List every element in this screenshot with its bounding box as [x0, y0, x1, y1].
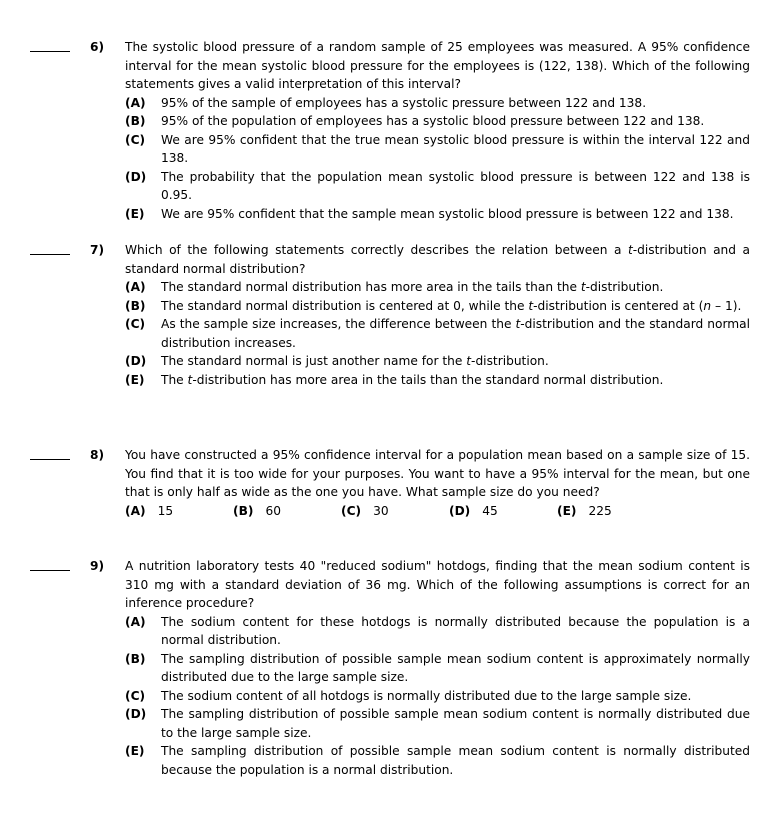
choice-text: The probability that the population mean systolic blood pressure is between 122 and 138 is 0.95. — [161, 169, 750, 202]
choice-letter: (E) — [125, 206, 145, 221]
question-body — [125, 241, 750, 389]
choice-a — [125, 278, 750, 297]
choice-letter: (E) — [125, 744, 145, 758]
choice-text: We are 95% confident that the sample mean systolic blood pressure is between 122 and 138. — [161, 206, 734, 221]
choice-d — [125, 352, 750, 371]
choice-b — [125, 650, 750, 687]
choice-a — [125, 94, 750, 113]
question-stem — [125, 241, 750, 278]
choice-italic: n — [703, 298, 712, 313]
choice-text: 60 — [265, 503, 281, 518]
choice-letter: (A) — [125, 503, 146, 518]
choice-letter: (C) — [125, 132, 146, 147]
question-number: 9) — [90, 559, 105, 573]
choice-b — [125, 297, 750, 316]
choice-text: – 1). — [711, 298, 742, 313]
choice-text: 45 — [482, 503, 498, 518]
answer-choices — [125, 278, 750, 389]
choice-e — [557, 502, 612, 521]
choice-c — [125, 131, 750, 168]
choice-letter: (D) — [125, 169, 147, 184]
question-stem: The systolic blood pressure of a random sample of 25 employees was measured. A 95% confidence interval for the mean systolic blood pressure for the employees is (122, 138). Which of the following statements gives a valid interpretation of this interval? — [125, 40, 750, 91]
choice-letter: (D) — [125, 354, 147, 368]
answer-blank-9[interactable] — [30, 570, 70, 571]
choice-letter: (A) — [125, 614, 146, 629]
choice-text: The sampling distribution of possible sample mean sodium content is normally distributed because the population is a normal distribution. — [161, 744, 750, 777]
choice-text: -distribution. — [585, 280, 664, 294]
choice-text: The standard normal distribution has more area in the tails than the — [161, 280, 581, 294]
question-stem: A nutrition laboratory tests 40 "reduced sodium" hotdogs, finding that the mean sodium content is 310 mg with a standard deviation of 36 mg. Which of the following assumptions is correct for an inference procedure? — [125, 559, 750, 610]
choice-text: -distribution. — [471, 354, 549, 368]
choice-a — [125, 502, 173, 521]
stem-text: Which of the following statements correctly describes the relation between a — [125, 243, 628, 257]
question-body — [125, 446, 750, 521]
choice-letter: (C) — [125, 317, 146, 331]
question-body — [125, 38, 750, 223]
choice-letter: (B) — [233, 503, 254, 518]
choice-letter: (B) — [125, 114, 146, 128]
choice-a — [125, 613, 750, 650]
choice-c — [125, 687, 750, 706]
choice-text: 30 — [373, 503, 389, 518]
choice-text: As the sample size increases, the difference between the — [161, 317, 516, 331]
choice-letter: (E) — [125, 372, 145, 387]
choice-italic: t — [187, 372, 193, 387]
choice-letter: (E) — [557, 503, 577, 518]
choice-text: 95% of the sample of employees has a systolic pressure between 122 and 138. — [161, 95, 647, 110]
question-number: 6) — [90, 40, 105, 54]
choice-letter: (B) — [125, 298, 146, 313]
choice-text: We are 95% confident that the true mean systolic blood pressure is within the interval 122 and 138. — [161, 132, 750, 165]
question-stem: You have constructed a 95% confidence interval for a population mean based on a sample size of 15. You find that it is too wide for your purposes. You want to have a 95% interval for the mean, but one that is only half as wide as the one you have. What sample size do you need? — [125, 448, 750, 499]
choice-italic: t — [580, 280, 586, 294]
choice-d — [125, 705, 750, 742]
choice-b — [125, 112, 750, 131]
stem-text: -distribution and a standard normal distribution? — [125, 243, 750, 276]
choice-text: The — [161, 372, 188, 387]
choice-c — [125, 315, 750, 352]
answer-choices — [125, 613, 750, 780]
question-body — [125, 557, 750, 779]
choice-letter: (D) — [449, 503, 471, 518]
choice-text: The standard normal is just another name for the — [161, 354, 467, 368]
answer-choices — [125, 502, 750, 521]
question-number: 8) — [90, 448, 105, 462]
choice-e — [125, 742, 750, 779]
choice-text: 225 — [588, 503, 612, 518]
choice-text: -distribution has more area in the tails than the standard normal distribution. — [192, 372, 664, 387]
stem-italic: t — [627, 243, 633, 257]
choice-letter: (A) — [125, 280, 146, 294]
choice-italic: t — [528, 298, 534, 313]
choice-letter: (A) — [125, 95, 146, 110]
choice-letter: (C) — [125, 688, 146, 703]
choice-text: -distribution is centered at ( — [533, 298, 704, 313]
choice-text: 15 — [157, 503, 174, 518]
answer-choices — [125, 94, 750, 224]
choice-b — [233, 502, 281, 521]
choice-e — [125, 205, 750, 224]
question-number: 7) — [90, 243, 105, 257]
choice-d — [449, 502, 498, 521]
choice-text: The sampling distribution of possible sample mean sodium content is approximately normally distributed due to the large sample size. — [161, 651, 750, 684]
choice-d — [125, 168, 750, 205]
answer-blank-7[interactable] — [30, 254, 70, 255]
answer-blank-8[interactable] — [30, 459, 70, 460]
answer-blank-6[interactable] — [30, 51, 70, 52]
choice-text: The sodium content for these hotdogs is normally distributed because the population is a normal distribution. — [161, 614, 750, 647]
choice-text: 95% of the population of employees has a systolic blood pressure between 122 and 138. — [161, 114, 705, 128]
choice-italic: t — [515, 317, 521, 331]
choice-text: The standard normal distribution is centered at 0, while the — [161, 298, 529, 313]
choice-text: The sampling distribution of possible sample mean sodium content is normally distributed due to the large sample size. — [161, 707, 750, 740]
choice-e — [125, 371, 750, 390]
choice-c — [341, 502, 389, 521]
choice-letter: (C) — [341, 503, 362, 518]
choice-letter: (D) — [125, 707, 147, 721]
choice-text: The sodium content of all hotdogs is normally distributed due to the large sample size. — [161, 688, 692, 703]
choice-italic: t — [466, 354, 472, 368]
choice-text: -distribution and the standard normal distribution increases. — [161, 317, 750, 350]
choice-letter: (B) — [125, 651, 146, 666]
